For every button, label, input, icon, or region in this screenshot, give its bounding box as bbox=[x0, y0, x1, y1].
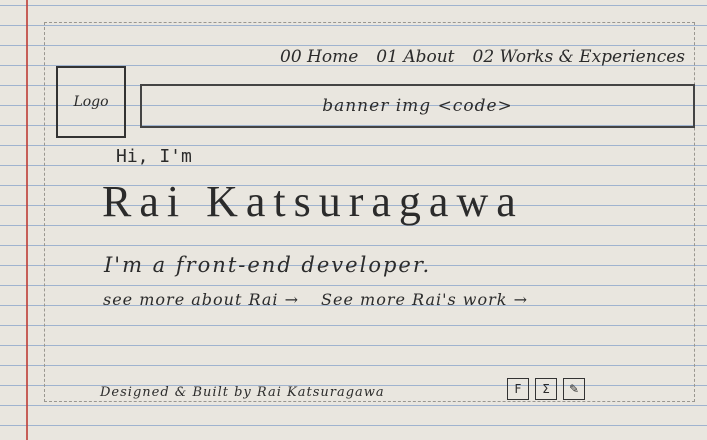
hero-name: Rai Katsuragawa bbox=[102, 177, 524, 226]
note-icon[interactable]: ✎ bbox=[563, 378, 585, 400]
see-more-work-link[interactable]: See more Rai's work → bbox=[321, 290, 528, 309]
footer-credit: Designed & Built by Rai Katsuragawa bbox=[100, 385, 385, 400]
social-links bbox=[507, 378, 585, 400]
hero-links bbox=[103, 290, 528, 309]
nav-home[interactable]: 00 Home bbox=[280, 47, 359, 67]
margin-line bbox=[26, 0, 28, 440]
logo[interactable] bbox=[56, 66, 126, 138]
sigma-icon[interactable]: Σ bbox=[535, 378, 557, 400]
top-nav bbox=[280, 47, 685, 67]
banner-label: banner img <code> bbox=[322, 96, 513, 116]
greeting: Hi, I'm bbox=[116, 146, 192, 167]
nav-about[interactable]: 01 About bbox=[376, 47, 455, 67]
facebook-icon[interactable]: F bbox=[507, 378, 529, 400]
banner bbox=[140, 84, 695, 128]
logo-label: Logo bbox=[73, 94, 109, 110]
nav-works[interactable]: 02 Works & Experiences bbox=[472, 47, 685, 67]
hero-role: I'm a front-end developer. bbox=[104, 253, 432, 277]
see-more-about-link[interactable]: see more about Rai → bbox=[103, 290, 300, 309]
